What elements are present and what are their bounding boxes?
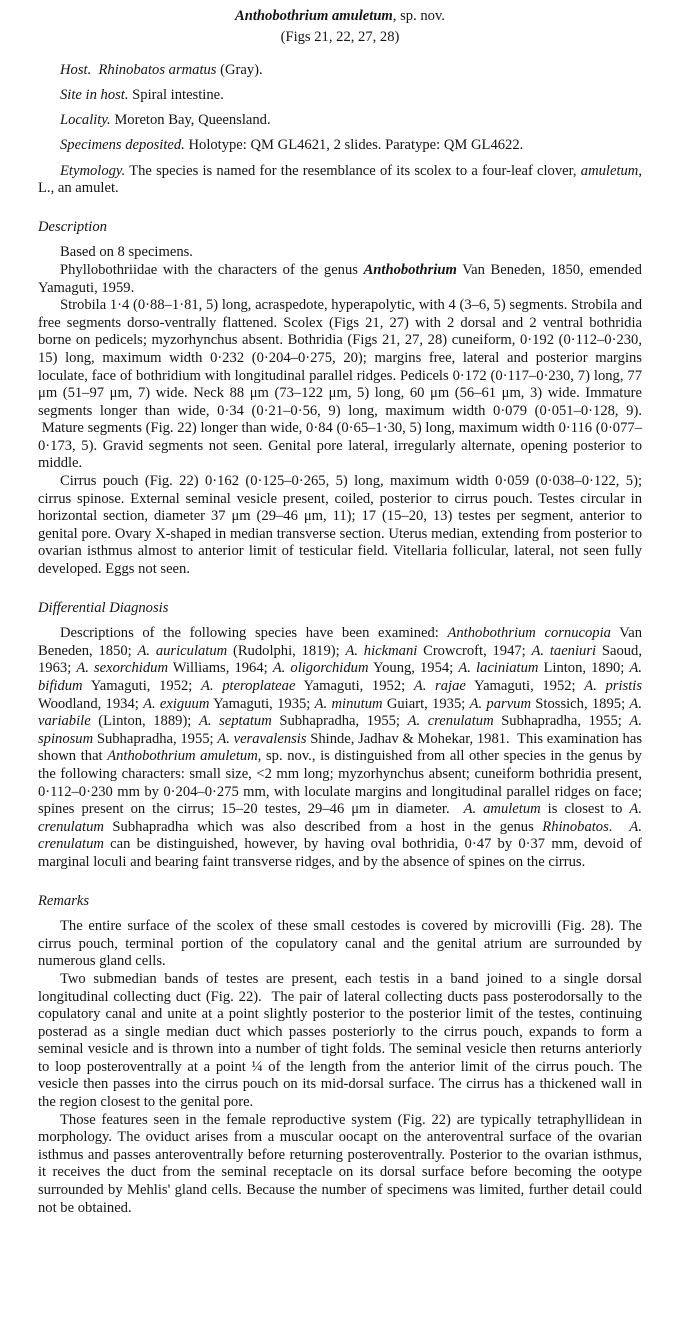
text-run: Remarks — [38, 892, 90, 909]
text-run: Anthobothrium amuletum — [107, 748, 258, 765]
text-run: A. laciniatum — [458, 660, 539, 677]
text-run: Description — [38, 218, 107, 235]
text-run: Crowcroft, 1947; — [417, 642, 532, 659]
text-run: Descriptions of the following species have been examined: — [60, 625, 448, 642]
text-run: Guiart, 1935; — [382, 695, 470, 712]
text-run: , sp. nov. — [392, 8, 445, 24]
section-heading-differential-diagnosis — [38, 600, 642, 618]
text-run: Rhinobatos — [542, 818, 609, 835]
text-run: Yamaguti, 1952; — [82, 678, 201, 694]
text-run: A. pteroplateae — [201, 678, 296, 694]
text-run: A. crenulatum — [38, 818, 642, 853]
text-run: Stossich, 1895; — [531, 695, 630, 712]
text-run: (Gray). — [216, 62, 263, 79]
text-run: Van Beneden, 1850, emended Yamaguti, 1959. — [38, 261, 642, 296]
text-run — [91, 62, 98, 78]
text-run: (Rudolphi, 1819); — [227, 642, 346, 659]
text-run: Holotype: QM GL4621, 2 slides. Paratype: QM GL4622. — [184, 137, 524, 154]
text-run: Moreton Bay, Queensland. — [110, 112, 271, 129]
figures-reference — [38, 29, 642, 47]
text-run: Spiral intestine. — [128, 87, 224, 104]
species-title — [38, 8, 642, 26]
text-run: The entire surface of the scolex of these small cestodes is covered by microvilli (Fig. 28). The cirrus pouch, terminal portion of the copulatory canal and the genital atrium are surrounded by numerous gland cells. — [38, 918, 642, 970]
text-run: Two submedian bands of testes are present, each testis in a band joined to a single dorsal longitudinal collecting duct (Fig. 22). The pair of lateral collecting ducts pass posterodorsally to the copulatory canal and unite at a point slightly posterior to the posterior limit of the testes, continuing posterad as a single median duct which passes posteriorly to the cirrus pouch, expands to form a seminal vesicle and is thrown into a number of tight folds. The seminal vesicle then returns anteriorly to loop posteroventrally at a point ¼ of the length from the anterior limit of the cirrus pouch. The vesicle then passes into the cirrus pouch on its mid-dorsal surface. The cirrus has a thickened wall in the region closest to the genital pore. — [38, 970, 642, 1111]
text-run: Shinde, Jadhav & Mohekar, 1981. This examination has shown that — [38, 730, 643, 765]
text-run: Anthobothrium amuletum — [235, 8, 393, 24]
remarks-paragraph-testes-ducts — [38, 971, 642, 1112]
locality-entry — [38, 112, 642, 130]
text-run: , L., an amulet. — [38, 162, 642, 197]
text-run: Phyllobothriidae with the characters of the genus — [60, 261, 364, 278]
text-run: Woodland, 1934; — [38, 695, 144, 712]
text-run: Yamaguti, 1935; — [209, 695, 315, 712]
text-run: Specimens deposited. — [60, 137, 185, 154]
text-run: Van Beneden, 1850; — [38, 625, 642, 659]
text-run: Cirrus pouch (Fig. 22) 0·162 (0·125–0·265, 5) long, maximum width 0·059 (0·038–0·122, 5); cirrus spinose. External seminal vesicle present, coiled, posterior to cirrus pouch. Testes circular in horizontal section, diameter 37 μm (29–46 μm, 11); 17 (15–20, 13) testes per segment, anterior to genital pore. Ovary X-shaped in median transverse section. Uterus median, extending from posterior to ovarian isthmus almost to anterior limit of testicular field. Vitellaria follicular, lateral, not seen fully developed. Eggs not seen. — [38, 473, 642, 578]
text-run: Saoud, 1963; — [38, 642, 642, 677]
text-run: Based on 8 specimens. — [60, 244, 193, 261]
text-run: A. exiguum — [143, 695, 210, 712]
text-run: is closest to — [540, 801, 630, 818]
text-run: Etymology. — [60, 162, 126, 179]
site-in-host-entry — [38, 87, 642, 105]
text-run: (Linton, 1889); — [90, 713, 199, 730]
text-run: A. crenulatum — [407, 713, 494, 730]
text-run: can be distinguished, however, by having oval bothridia, 0·47 by 0·37 mm, devoid of marginal loculi and bearing faint transverse ridges, and by the absence of spines on the cirrus. — [38, 836, 642, 870]
text-run: Rhinobatos armatus — [98, 62, 217, 79]
text-run: Site in host. — [60, 87, 129, 104]
differential-diagnosis-paragraph — [38, 625, 642, 871]
remarks-paragraph-microvilli — [38, 918, 642, 971]
description-paragraph-family — [38, 262, 642, 297]
text-run: A. sexorchidum — [76, 660, 168, 677]
text-run: Yamaguti, 1952; — [295, 678, 414, 694]
text-run: Linton, 1890; — [538, 660, 630, 677]
host-entry — [38, 62, 642, 80]
text-run: Subhapradha which was also described from a host in the genus — [103, 818, 543, 835]
remarks-paragraph-female-system — [38, 1112, 642, 1218]
text-run: A. minutum — [314, 695, 383, 712]
text-run: A. septatum — [198, 713, 272, 730]
section-heading-description — [38, 219, 642, 237]
description-paragraph-specimens — [38, 244, 642, 262]
text-run: A. auriculatum — [137, 642, 228, 659]
text-run: Anthobothrium cornucopia — [447, 625, 611, 642]
text-run: A. amuletum — [463, 801, 541, 818]
text-run: A. pristis — [584, 678, 642, 694]
text-run: Locality. — [60, 112, 111, 129]
text-run: Yamaguti, 1952; — [465, 678, 585, 694]
text-run: A. veravalensis — [217, 730, 307, 747]
text-run: A. hickmani — [345, 642, 418, 659]
text-run: Williams, 1964; — [168, 660, 273, 677]
text-run: A. variabile — [38, 695, 642, 730]
text-run: A. parvum — [469, 695, 532, 712]
text-run: Differential Diagnosis — [38, 599, 169, 616]
text-run: A. oligorchidum — [272, 660, 369, 677]
text-run: Anthobothrium — [363, 261, 457, 278]
text-run: The species is named for the resemblance of its scolex to a four-leaf clover, — [125, 162, 581, 179]
text-run: A. crenulatum — [38, 801, 642, 835]
text-run: . — [608, 818, 630, 835]
text-run: Subhapradha, 1955; — [93, 730, 218, 747]
text-run: Strobila 1·4 (0·88–1·81, 5) long, acraspedote, hyperapolytic, with 4 (3–6, 5) segments. Strobila and free segments dorso-ventrally flattened. Scolex (Figs 21, 27) with 2 dorsal and 2 ventral bothridia borne on pedicels; myzorhynchus absent. Bothridia (Figs 21, 27, 28) cuneiform, 0·192 (0·112–0·230, 15) long, maximum width 0·232 (0·204–0·275, 20); margins free, lateral and posterior margins loculate, face of bothridium with longitudinal parallel ridges. Pedicels 0·172 (0·117–0·230, 7) long, 77 μm (51–97 μm, 7) wide. Neck 88 μm (73–122 μm, 5) long, 60 μm (56–61 μm, 3) wide. Immature segments longer than wide, 0·34 (0·21–0·56, 9) long, maximum width 0·079 (0·051–0·128, 9). Mature segments (Fig. 22) longer than wide, 0·84 (0·65–1·30, 5) long, maximum width 0·116 (0·077–0·173, 5). Gravid segments not seen. Genital pore lateral, irregularly alternate, opening posterior to middle. — [38, 297, 642, 472]
text-run: Subhapradha, 1955; — [271, 713, 408, 730]
text-run: Subhapradha, 1955; — [493, 713, 630, 730]
text-run: (Figs 21, 22, 27, 28) — [280, 28, 400, 45]
specimens-deposited-entry — [38, 137, 642, 155]
etymology-entry — [38, 163, 642, 198]
description-paragraph-cirrus — [38, 473, 642, 579]
text-run: amuletum — [580, 162, 639, 179]
section-heading-remarks — [38, 893, 642, 911]
text-run: Those features seen in the female reproductive system (Fig. 22) are typically tetraphyllidean in morphology. The oviduct arises from a muscular oocapt on the anteroventral surface of the ovarian isthmus and passes anteroventrally before returning posteroventrally. Posterior to the ovarian isthmus, it receives the duct from the seminal receptacle on its dorsal surface before becoming the ootype surrounded by Mehlis' gland cells. Because the number of specimens was limited, further detail could not be obtained. — [38, 1111, 642, 1216]
text-run: A. bifidum — [38, 660, 643, 694]
text-run: A. taeniuri — [531, 642, 597, 659]
text-run: Host. — [60, 62, 92, 79]
text-run: Young, 1954; — [368, 660, 459, 677]
text-run: A. spinosum — [38, 713, 642, 747]
text-run: A. rajae — [413, 678, 466, 694]
description-paragraph-strobila — [38, 297, 642, 473]
text-run: , sp. nov., is distinguished from all other species in the genus by the following characters: small size, <2 mm long; myzorhynchus absent; cuneiform bothridia present, 0·112–0·230 mm by 0·204–0·275 mm, with loculate margins and longitudinal parallel ridges on face; spines present on the cirrus; 15–20 testes, 29–46 μm in diameter. — [38, 748, 642, 818]
